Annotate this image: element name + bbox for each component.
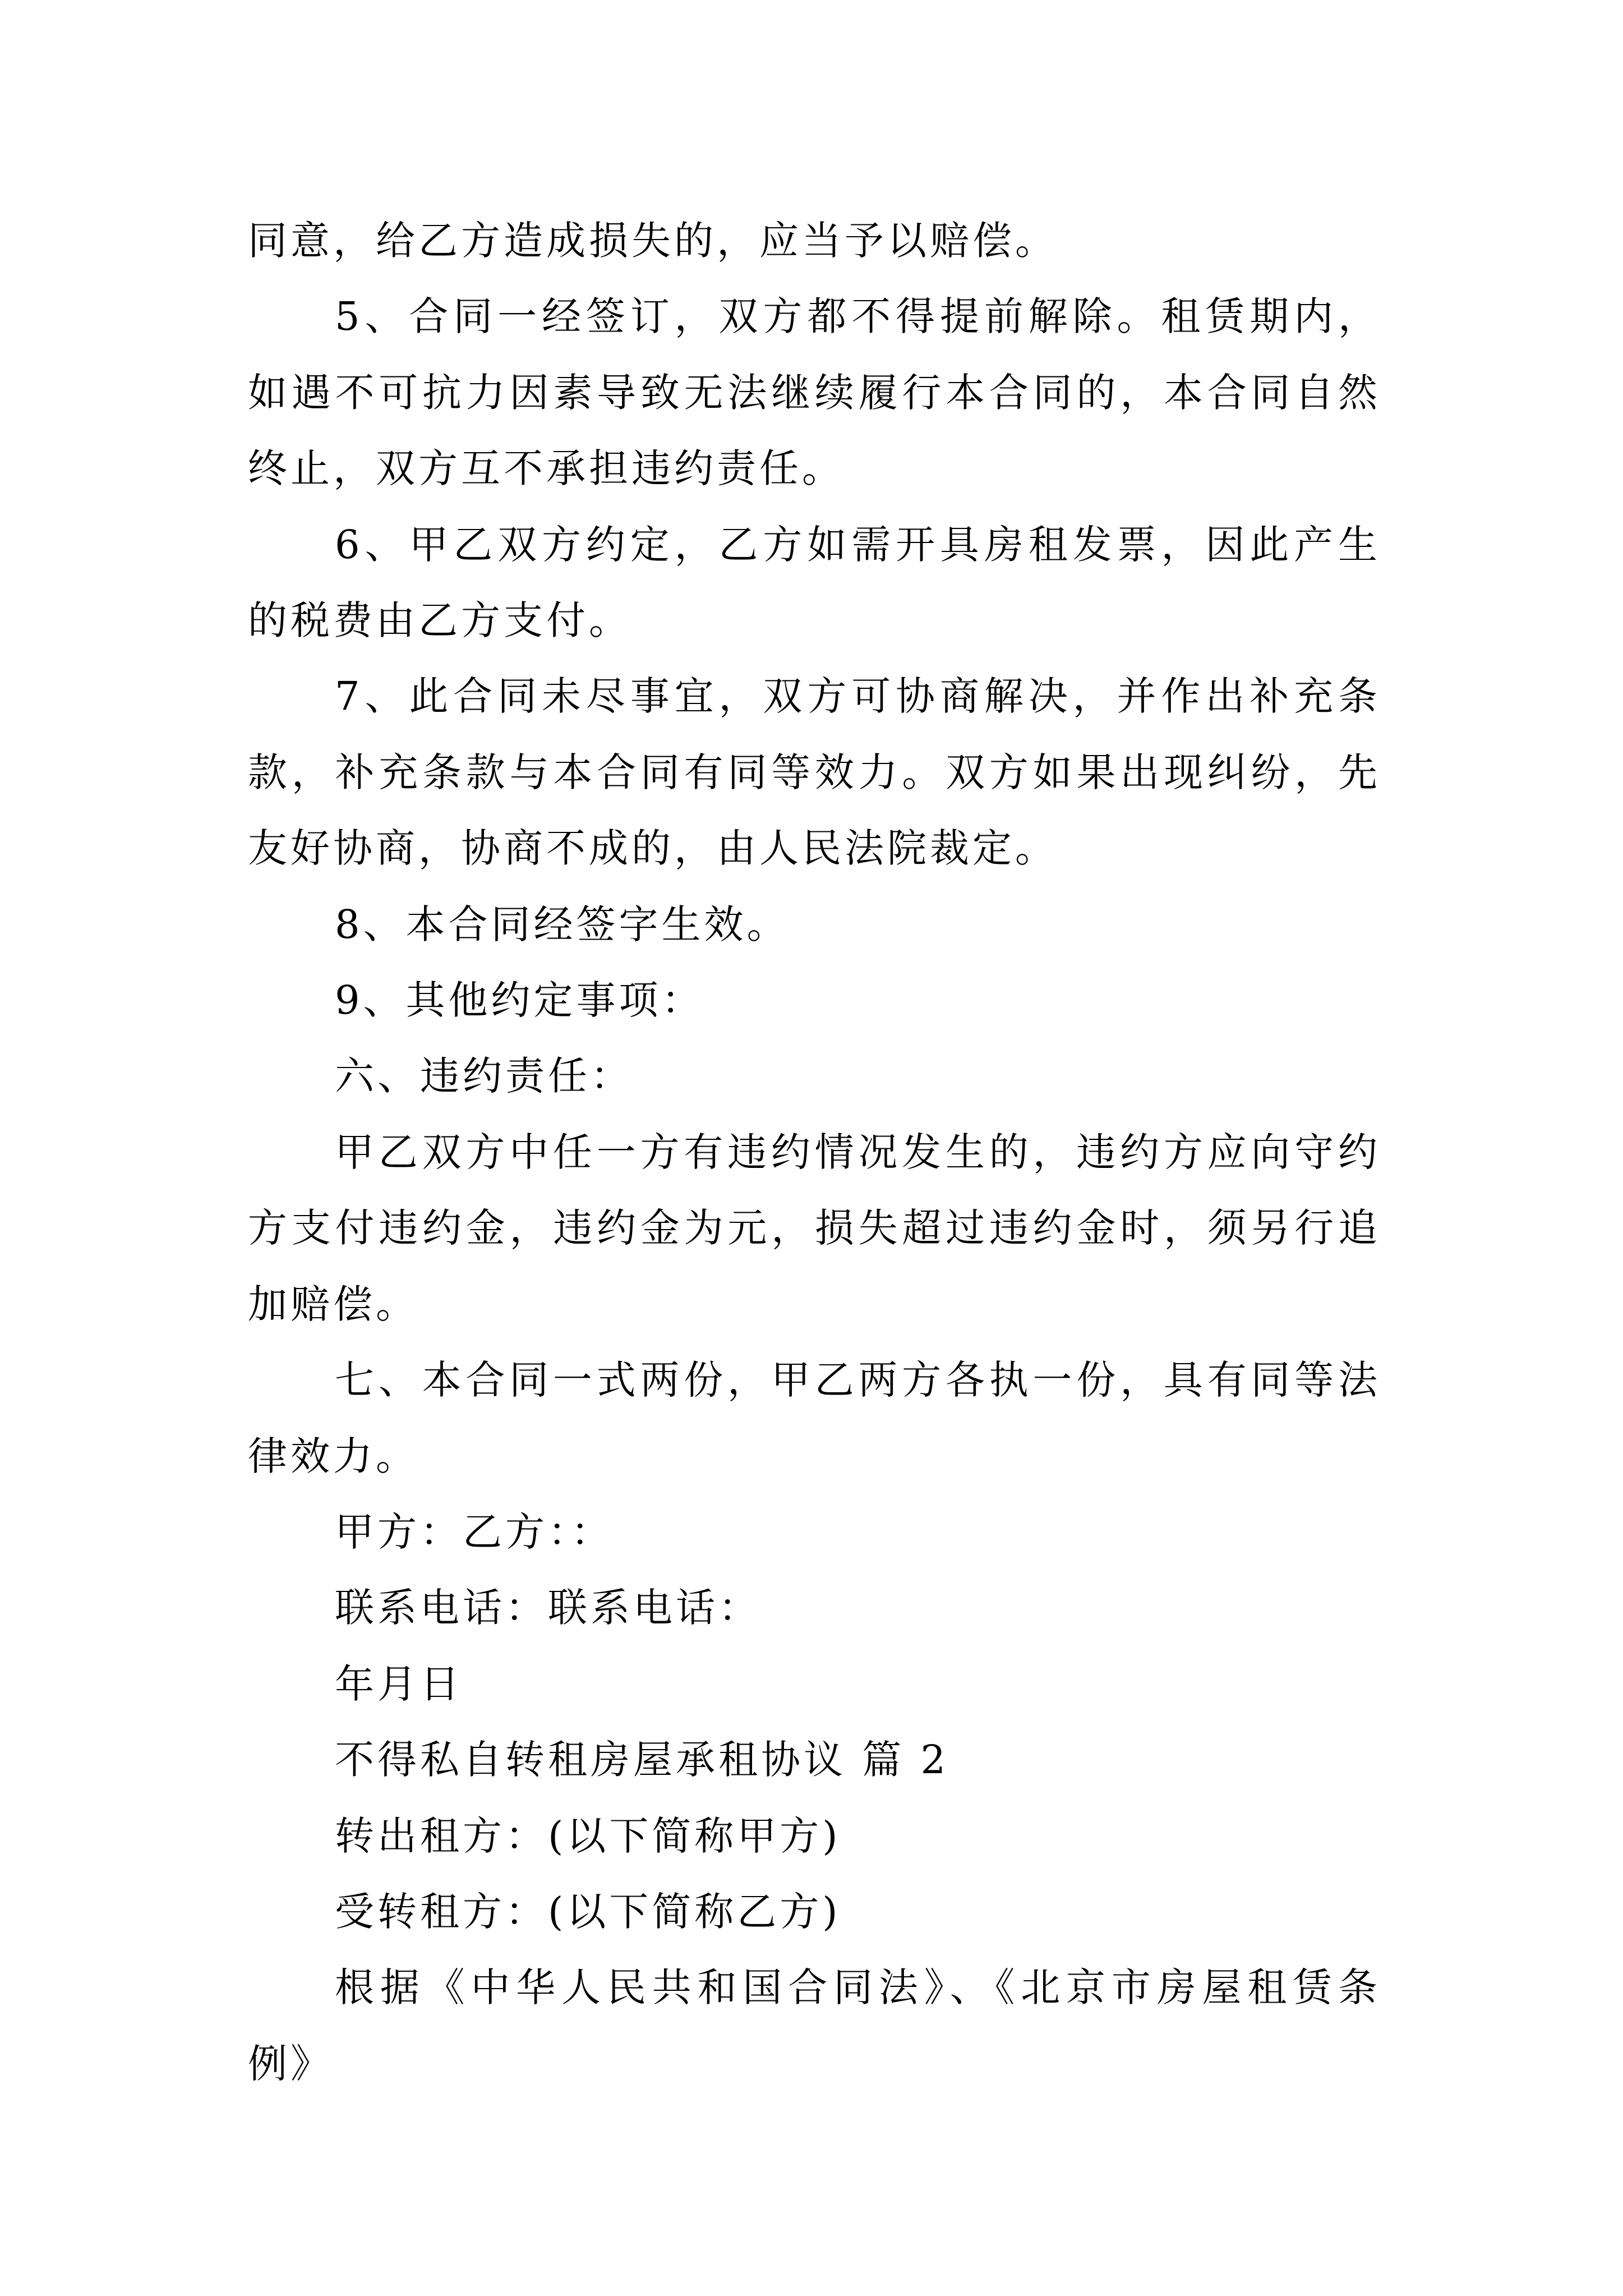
paragraph-6: 9、其他约定事项： — [335, 977, 704, 1024]
paragraph-12: 年月日 — [335, 1660, 463, 1707]
paragraph-8: 甲乙双方中任一方有违约情况发生的，违约方应向守约方支付违约金，违约金为元，损失超过违约金时，须另行追加赔偿。 — [248, 1129, 1381, 1327]
document-body — [248, 203, 1381, 2102]
paragraph-16: 根据《中华人民共和国合同法》、《北京市房屋租赁条例》 — [248, 1964, 1381, 2087]
paragraph-10: 甲方：乙方：： — [335, 1508, 614, 1555]
paragraph-1: 同意，给乙方造成损失的，应当予以赔偿。 — [248, 218, 1058, 264]
paragraph-14: 转出租方：(以下简称甲方) — [335, 1812, 841, 1859]
paragraph-3: 6、甲乙双方约定，乙方如需开具房租发票，因此产生的税费由乙方支付。 — [248, 521, 1381, 644]
paragraph-5: 8、本合同经签字生效。 — [335, 901, 790, 947]
paragraph-2: 5、合同一经签订，双方都不得提前解除。租赁期内，如遇不可抗力因素导致无法继续履行本合同的，本合同自然终止，双方互不承担违约责任。 — [248, 293, 1381, 492]
paragraph-11: 联系电话：联系电话： — [335, 1585, 761, 1631]
paragraph-13: 不得私自转租房屋承租协议 篇 2 — [335, 1737, 949, 1783]
paragraph-9: 七、本合同一式两份，甲乙两方各执一份，具有同等法律效力。 — [248, 1357, 1381, 1479]
paragraph-15: 受转租方：(以下简称乙方) — [335, 1888, 841, 1935]
paragraph-4: 7、此合同未尽事宜，双方可协商解决，并作出补充条款，补充条款与本合同有同等效力。双方如果出现纠纷，先友好协商，协商不成的，由人民法院裁定。 — [248, 673, 1381, 872]
paragraph-7: 六、违约责任： — [335, 1053, 633, 1099]
